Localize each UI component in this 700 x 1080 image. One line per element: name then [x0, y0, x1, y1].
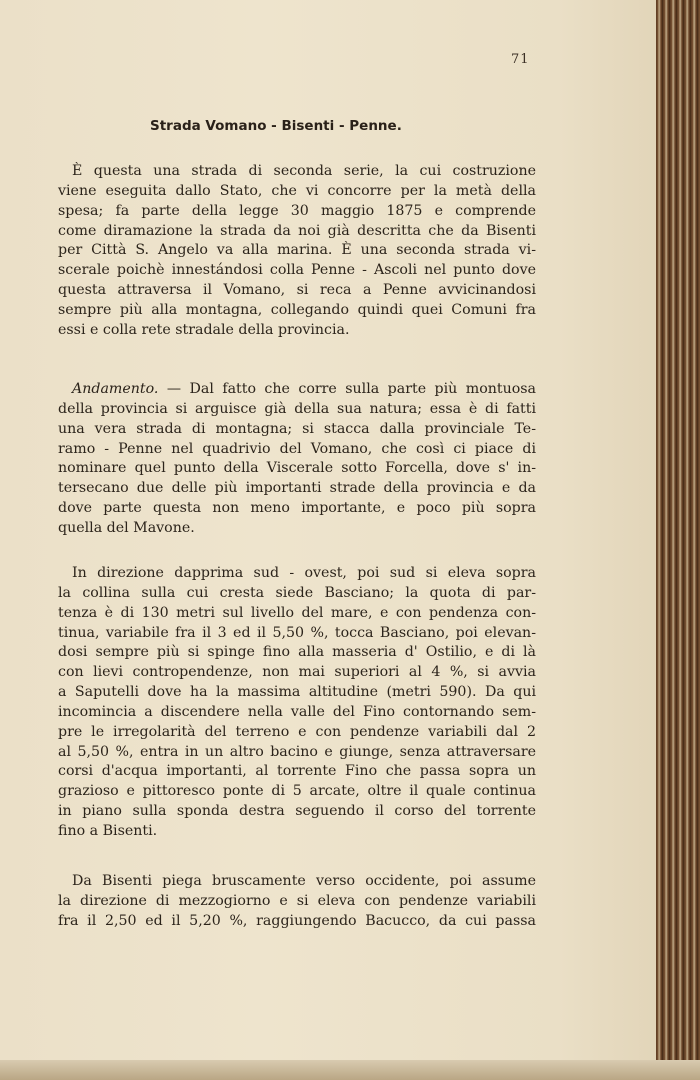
- paragraph-bisenti: [58, 872, 536, 932]
- bottom-edge-shadow: [0, 1060, 700, 1080]
- text-line: scerale poichè innestándosi colla Penne - Ascoli nel punto dove: [58, 262, 536, 279]
- text-line: essi e colla rete stradale della provincia.: [58, 321, 350, 338]
- text-line: la collina sulla cui cresta siede Basciano; la quota di par-: [58, 584, 536, 601]
- text-line: la direzione di mezzogiorno e si eleva con pendenze variabili: [58, 892, 536, 909]
- text-line: grazioso e pittoresco ponte di 5 arcate, oltre il quale continua: [58, 783, 536, 800]
- page-number: 71: [511, 52, 530, 67]
- text-line: tinua, variabile fra il 3 ed il 5,50 %, tocca Basciano, poi elevan-: [58, 624, 536, 641]
- text-line: fra il 2,50 ed il 5,20 %, raggiungendo Bacucco, da cui passa: [58, 912, 536, 929]
- text-line: in piano sulla sponda destra seguendo il corso del torrente: [58, 803, 536, 820]
- text-line: una vera strada di montagna; si stacca dalla provinciale Te-: [58, 420, 536, 437]
- paragraph-direzione: [58, 564, 536, 842]
- text-line: al 5,50 %, entra in un altro bacino e giunge, senza attraversare: [58, 743, 536, 760]
- book-page-edges: [656, 0, 700, 1080]
- text-line: a Saputelli dove ha la massima altitudine (metri 590). Da qui: [58, 684, 536, 701]
- text-line: ramo - Penne nel quadrivio del Vomano, che così ci piace di: [58, 440, 536, 457]
- paragraph-intro: [58, 162, 536, 341]
- text-line: viene eseguita dallo Stato, che vi concorre per la metà della: [58, 182, 536, 199]
- text-line: nominare quel punto della Viscerale sotto Forcella, dove s' in-: [58, 460, 536, 477]
- section-heading: Strada Vomano - Bisenti - Penne.: [150, 118, 402, 134]
- text-line: Andamento. — Dal fatto che corre sulla parte più montuosa: [72, 381, 536, 397]
- text-line: sempre più alla montagna, collegando quindi quei Comuni fra: [58, 301, 536, 318]
- text-line: incomincia a discendere nella valle del Fino contornando sem-: [58, 703, 536, 720]
- text-line: per Città S. Angelo va alla marina. È una seconda strada vi-: [58, 242, 536, 259]
- text-line: questa attraversa il Vomano, si reca a Penne avvicinandosi: [58, 282, 536, 299]
- text-line: come diramazione la strada da noi già descritta che da Bisenti: [58, 222, 536, 239]
- text-line: dove parte questa non meno importante, e poco più sopra: [58, 500, 536, 517]
- text-line: con lievi contropendenze, non mai superiori al 4 %, si avvia: [58, 664, 536, 681]
- paragraph-andamento: [58, 380, 536, 539]
- text-line: tersecano due delle più importanti strade della provincia e da: [58, 480, 536, 497]
- text-line: quella del Mavone.: [58, 519, 195, 536]
- text-line: tenza è di 130 metri sul livello del mare, e con pendenza con-: [58, 604, 536, 621]
- text-line: dosi sempre più si spinge fino alla masseria d' Ostilio, e di là: [58, 644, 536, 661]
- text-line: In direzione dapprima sud - ovest, poi sud si eleva sopra: [72, 565, 536, 581]
- text-line: fino a Bisenti.: [58, 822, 158, 839]
- text-line: corsi d'acqua importanti, al torrente Fino che passa sopra un: [58, 763, 536, 780]
- text-line: spesa; fa parte della legge 30 maggio 1875 e comprende: [58, 202, 536, 219]
- text-line: Da Bisenti piega bruscamente verso occidente, poi assume: [72, 873, 536, 889]
- text-line: della provincia si arguisce già della sua natura; essa è di fatti: [58, 400, 536, 417]
- italic-lead: Andamento.: [72, 381, 159, 397]
- text-line: È questa una strada di seconda serie, la cui costruzione: [72, 163, 536, 179]
- text-line: pre le irregolarità del terreno e con pendenze variabili dal 2: [58, 723, 536, 740]
